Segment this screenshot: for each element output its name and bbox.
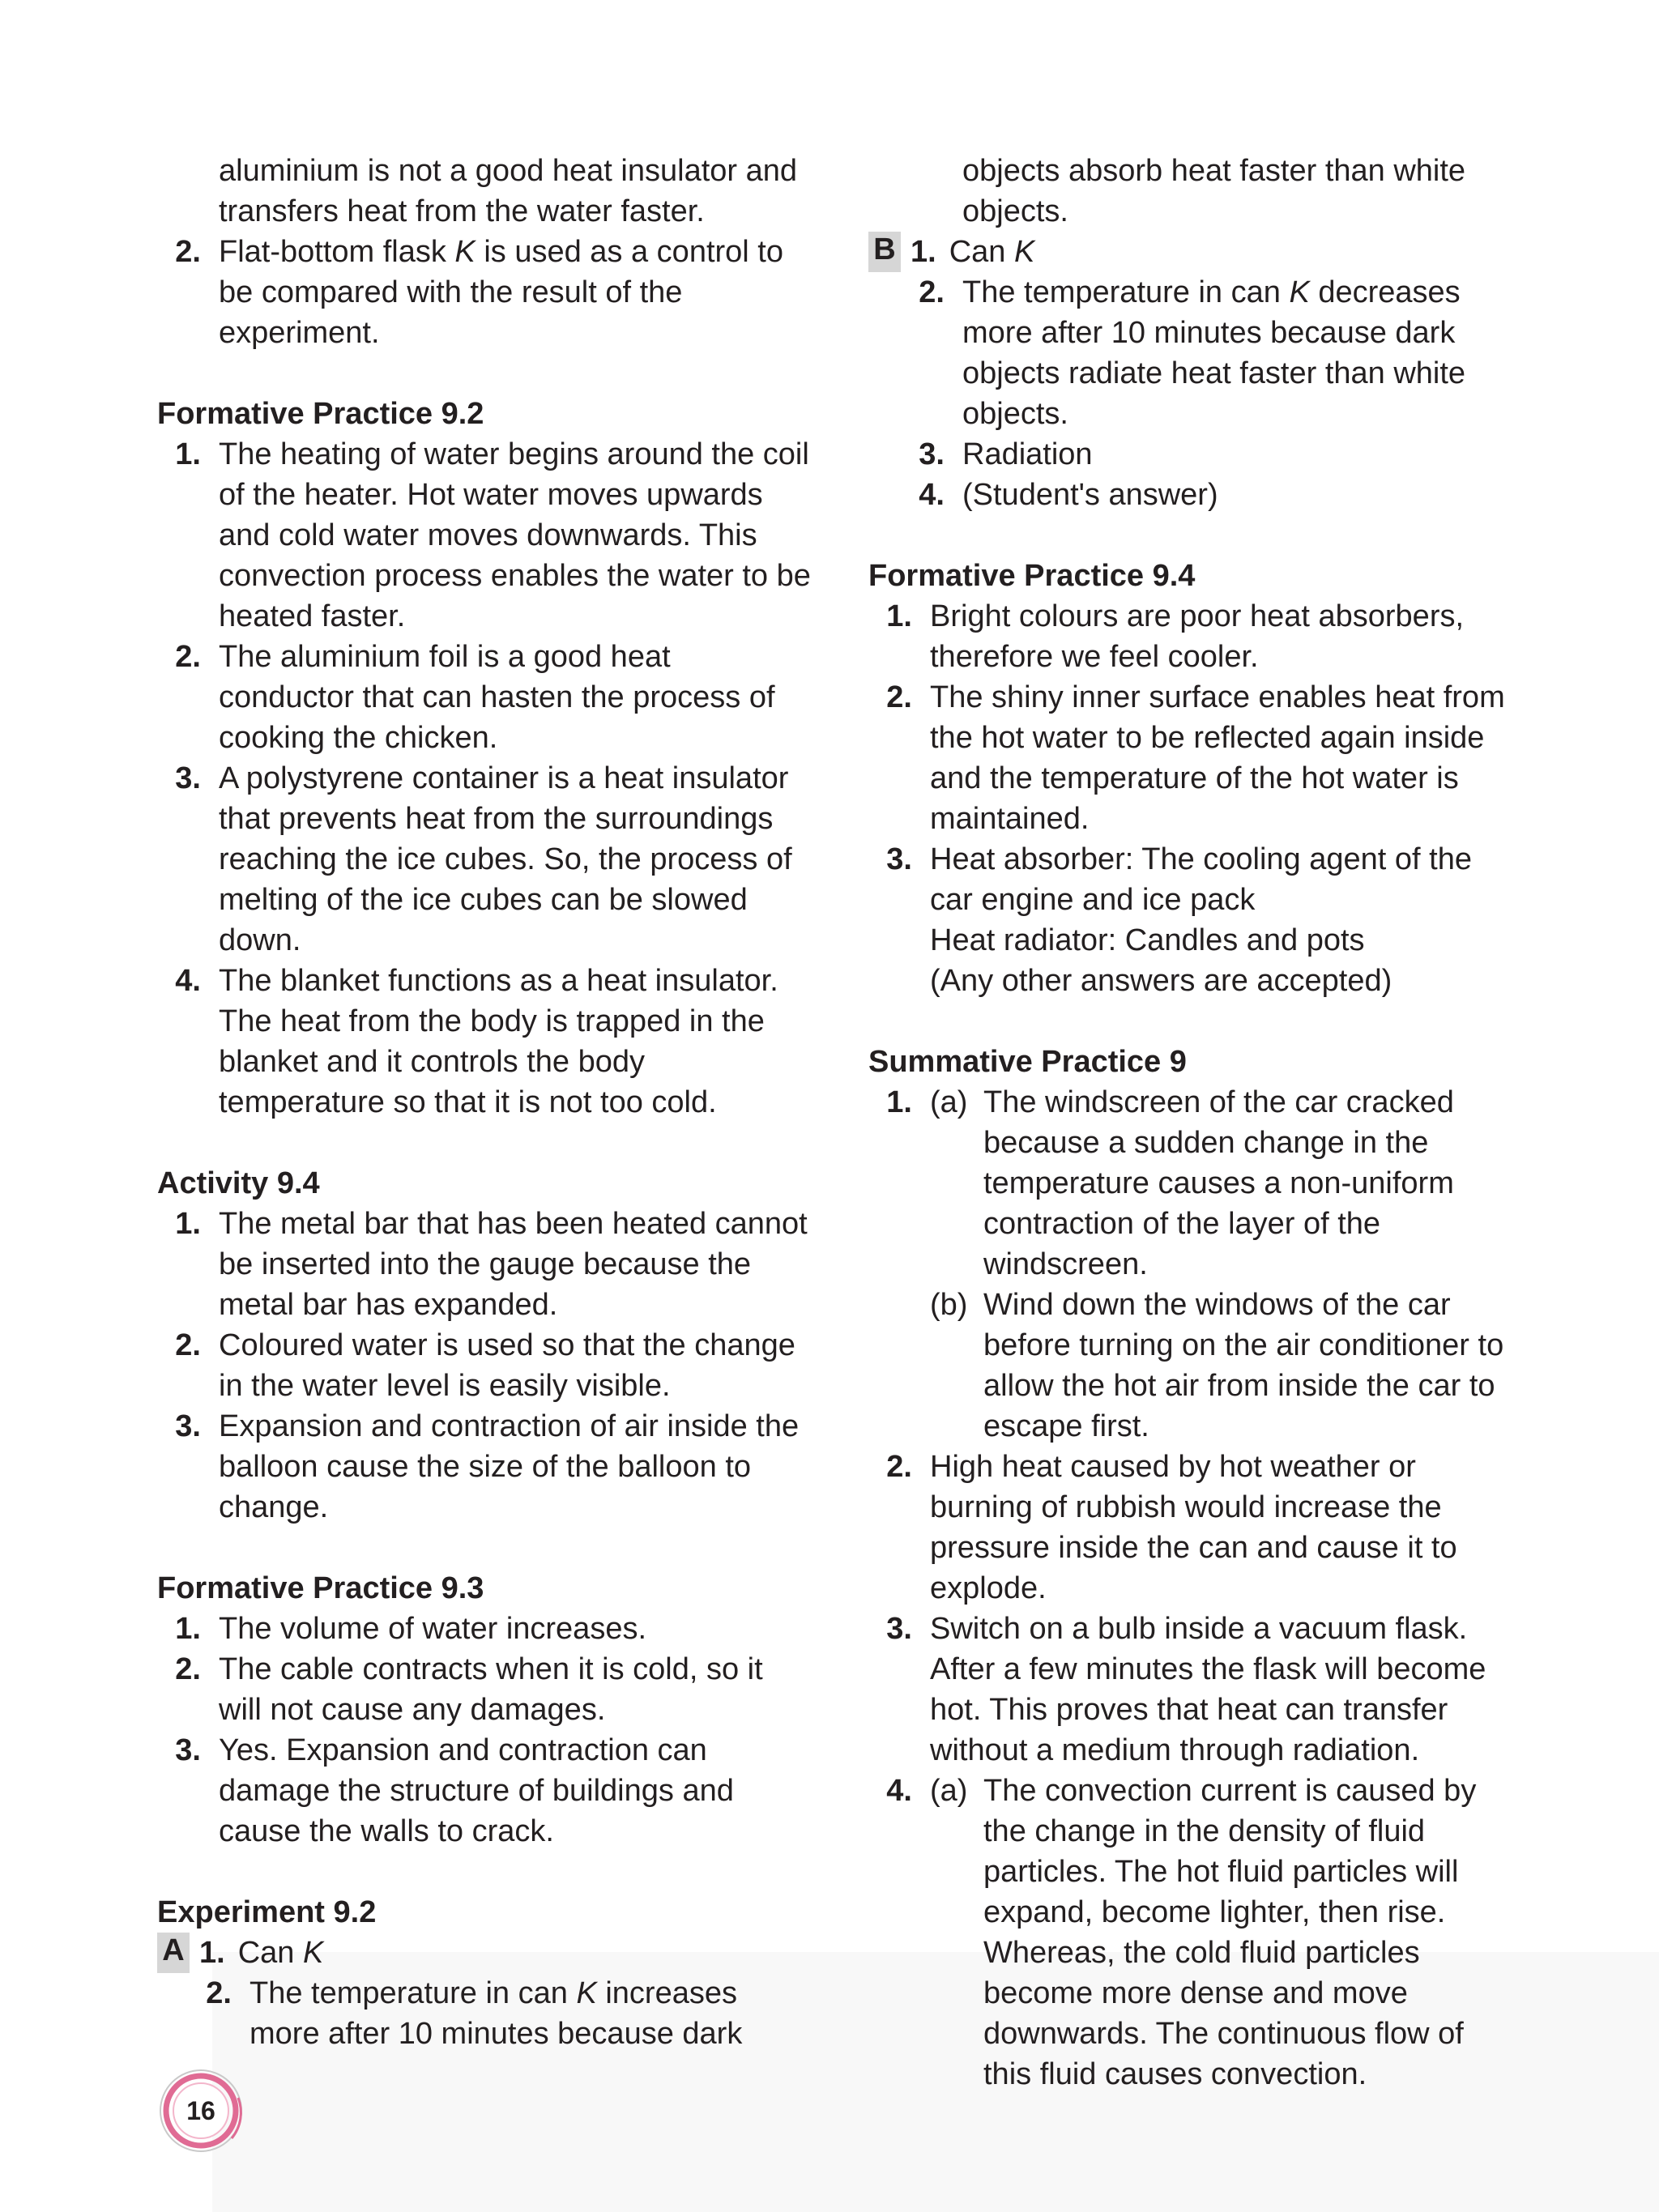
item-number: 1. — [175, 1207, 201, 1241]
item-number: 4. — [919, 478, 945, 512]
list-item — [868, 272, 1516, 434]
section-title-fp92: Formative Practice 9.2 — [157, 397, 484, 431]
act94-list — [157, 1204, 813, 1528]
item-text: A polystyrene container is a heat insulator that prevents heat from the surroundings reaching the ice cubes. So, the process of melting of the ice cubes can be slowed down. — [219, 761, 792, 957]
sub-item — [930, 1285, 1516, 1447]
item-line: Heat radiator: Candles and pots — [930, 923, 1365, 957]
item-number: 2. — [886, 680, 912, 714]
sub-item-label: (a) — [930, 1085, 968, 1119]
item-number: 2. — [886, 1450, 912, 1484]
list-item — [868, 1082, 1516, 1447]
list-item — [868, 1447, 1516, 1609]
item-number: 1. — [911, 235, 936, 269]
list-item — [157, 1730, 813, 1852]
list-item — [157, 961, 813, 1123]
list-item — [868, 475, 1516, 515]
right-column — [868, 151, 1516, 2095]
item-number: 2. — [175, 1652, 201, 1686]
section-box-label: A — [157, 1933, 190, 1973]
item-number: 1. — [886, 599, 912, 633]
item-text: Expansion and contraction of air inside the balloon cause the size of the balloon to change. — [219, 1409, 800, 1524]
list-item — [868, 1609, 1516, 1771]
item-number: 2. — [175, 235, 201, 269]
item-text: Radiation — [962, 437, 1093, 471]
list-item — [868, 434, 1516, 475]
item-text: The heating of water begins around the coil of the heater. Hot water moves upwards and cold water moves downwards. This convection process enables the water to be heated faster. — [219, 437, 811, 633]
item-text: The metal bar that has been heated cannot be inserted into the gauge because the metal bar has expanded. — [219, 1207, 808, 1322]
list-item — [157, 1933, 813, 1973]
page-number: 16 — [186, 2096, 215, 2125]
sub-item-text: The convection current is caused by the change in the density of fluid particles. The hot fluid particles will expand, become lighter, then rise. Whereas, the cold fluid particles become more dense and move downwards. The continuous flow of this fluid causes convection. — [983, 1774, 1477, 2091]
item-number: 2. — [175, 640, 201, 674]
item-text: High heat caused by hot weather or burning of rubbish would increase the pressure inside the can and cause it to explode. — [930, 1450, 1457, 1605]
item-number: 2. — [919, 275, 945, 309]
list-item — [868, 1771, 1516, 2095]
item-number: 1. — [175, 437, 201, 471]
item-text: The shiny inner surface enables heat from the hot water to be reflected again inside and the temperature of the hot water is maintained. — [930, 680, 1505, 836]
continued-text: aluminium is not a good heat insulator and transfers heat from the water faster. — [219, 154, 798, 228]
section-title-sp9: Summative Practice 9 — [868, 1045, 1187, 1079]
page-number-badge — [157, 2067, 245, 2154]
item-text — [930, 839, 1516, 1001]
section-title-fp94: Formative Practice 9.4 — [868, 559, 1196, 593]
item-line: Heat absorber: The cooling agent of the car engine and ice pack — [930, 842, 1472, 917]
item-text: Coloured water is used so that the change in the water level is easily visible. — [219, 1328, 795, 1403]
item-number: 3. — [886, 842, 912, 876]
left-column — [157, 151, 813, 2054]
item-text: The cable contracts when it is cold, so it will not cause any damages. — [219, 1652, 763, 1727]
item-text: The blanket functions as a heat insulator. The heat from the body is trapped in the blanket and it controls the body temperature so that it is not too cold. — [219, 964, 778, 1119]
item-number: 2. — [175, 1328, 201, 1362]
fp93-list — [157, 1609, 813, 1852]
item-text: Can K — [237, 1936, 324, 1970]
item-text — [930, 1771, 1516, 2095]
section-title-fp93: Formative Practice 9.3 — [157, 1571, 484, 1605]
sub-item — [930, 1771, 1516, 2095]
sub-item-text: The windscreen of the car cracked because a sudden change in the temperature causes a non-uniform contraction of the layer of the windscreen. — [983, 1085, 1454, 1281]
section-title-act94: Activity 9.4 — [157, 1166, 320, 1200]
section-box-label: B — [868, 232, 901, 272]
item-text: Switch on a bulb inside a vacuum flask. After a few minutes the flask will become hot. This proves that heat can transfer without a medium through radiation. — [930, 1612, 1486, 1767]
item-text: Flat-bottom flask K is used as a control to be compared with the result of the experiment. — [219, 235, 783, 350]
item-text: Bright colours are poor heat absorbers, therefore we feel cooler. — [930, 599, 1465, 674]
list-item — [157, 637, 813, 758]
list-item — [157, 1325, 813, 1406]
item-number: 2. — [206, 1976, 232, 2010]
list-item — [868, 232, 1516, 272]
section-title-exp92: Experiment 9.2 — [157, 1895, 377, 1929]
item-text: (Student's answer) — [962, 478, 1218, 512]
item-number: 3. — [175, 761, 201, 795]
item-number: 1. — [886, 1085, 912, 1119]
item-number: 3. — [886, 1612, 912, 1646]
sub-item-text: Wind down the windows of the car before turning on the air conditioner to allow the hot air from inside the car to escape first. — [983, 1288, 1504, 1443]
item-text: The temperature in can K increases more after 10 minutes because dark — [249, 1976, 743, 2051]
item-number: 1. — [175, 1612, 201, 1646]
item-number: 3. — [919, 437, 945, 471]
list-item — [157, 434, 813, 637]
list-item — [868, 596, 1516, 677]
item-text: Can K — [949, 235, 1035, 269]
list-item — [157, 1406, 813, 1528]
item-text: Yes. Expansion and contraction can damage the structure of buildings and cause the walls to crack. — [219, 1733, 734, 1848]
fp92-list — [157, 434, 813, 1123]
item-number: 3. — [175, 1733, 201, 1767]
list-item — [157, 232, 813, 353]
item-number: 4. — [886, 1774, 912, 1808]
item-line: (Any other answers are accepted) — [930, 964, 1392, 998]
sub-item — [930, 1082, 1516, 1285]
list-item — [157, 1204, 813, 1325]
item-text: The aluminium foil is a good heat conductor that can hasten the process of cooking the chicken. — [219, 640, 775, 755]
list-item — [868, 677, 1516, 839]
sub-item-label: (a) — [930, 1774, 968, 1808]
list-item — [157, 758, 813, 961]
list-item — [157, 1609, 813, 1649]
list-item — [157, 1649, 813, 1730]
item-number: 1. — [199, 1936, 225, 1970]
item-number: 3. — [175, 1409, 201, 1443]
item-number: 4. — [175, 964, 201, 998]
item-text: The temperature in can K decreases more after 10 minutes because dark objects radiate heat faster than white objects. — [962, 275, 1466, 431]
list-item — [157, 1973, 813, 2054]
continued-text: objects absorb heat faster than white objects. — [962, 154, 1466, 228]
item-text — [930, 1082, 1516, 1447]
list-item — [868, 839, 1516, 1001]
item-text: The volume of water increases. — [219, 1612, 647, 1646]
sub-item-label: (b) — [930, 1288, 968, 1322]
